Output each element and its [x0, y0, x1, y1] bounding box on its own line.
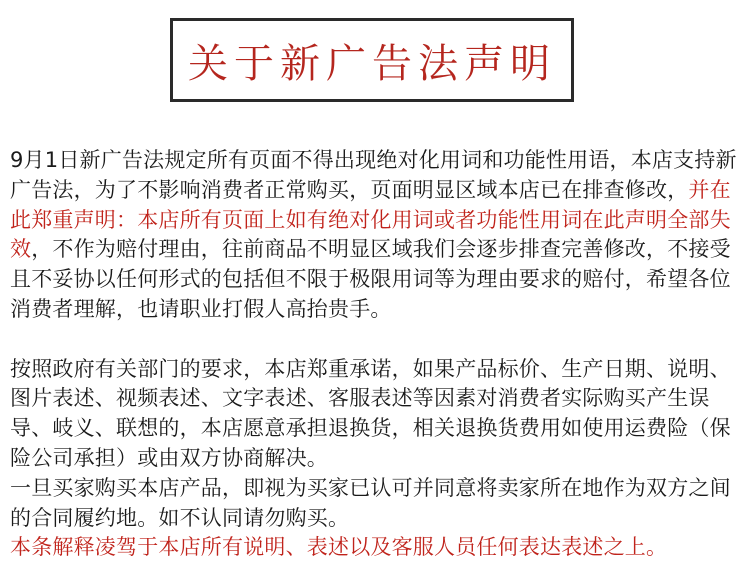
paragraph-contract-location: 一旦买家购买本店产品，即视为买家已认可并同意将卖家所在地作为双方之间的合同履约地。如不认同请勿购买。 — [10, 475, 731, 530]
page-title: 关于新广告法声明 — [188, 40, 556, 87]
paragraph-spacer — [10, 325, 742, 355]
paragraph-disclaimer — [10, 146, 742, 325]
paragraph-commitment: 按照政府有关部门的要求，本店郑重承诺，如果产品标价、生产日期、说明、图片表述、视频表述、文字表述、客服表述等因素对消费者实际购买产生误导、岐义、联想的，本店愿意承担退换货，相关退换货费用如使用运费险（保险公司承担）或由双方协商解决。 — [10, 356, 731, 470]
statement-body — [10, 146, 742, 563]
disclaimer-highlight: 并在此郑重声明：本店所有页面上如有绝对化用词或者功能性用词在此声明全部失效 — [10, 177, 731, 262]
paragraph-final-clause: 本条解释凌驾于本店所有说明、表述以及客服人员任何表达表述之上。 — [10, 535, 668, 560]
disclaimer-text-1: 9月1日新广告法规定所有页面不得出现绝对化用词和功能性用语，本店支持新广告法，为了不影响消费者正常购买，页面明显区域本店已在排查修改， — [10, 148, 737, 202]
title-box — [170, 18, 574, 102]
disclaimer-text-2: ，不作为赔付理由，往前商品不明显区域我们会逐步排查完善修改，不接受且不妥协以任何形式的包括但不限于极限用词等为理由要求的赔付，希望各位消费者理解，也请职业打假人高抬贵手。 — [10, 237, 731, 321]
